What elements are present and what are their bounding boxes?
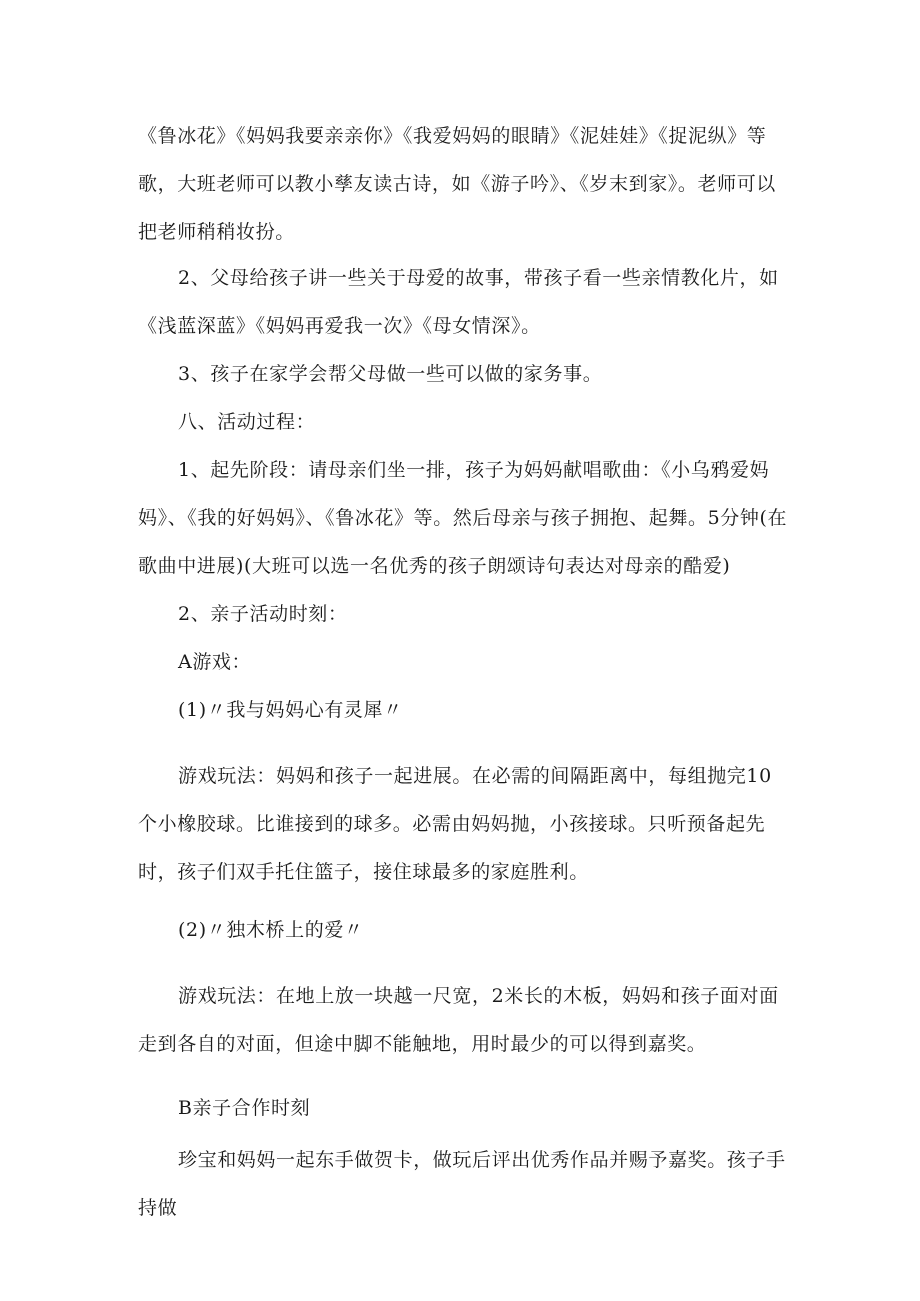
game-1-rules: 游戏玩法：妈妈和孩子一起进展。在必需的间隔距离中，每组抛完10个小橡胶球。比谁接到的球多。必需由妈妈抛，小孩接球。只听预备起先时，孩子们双手托住篮子，接住球最多的家庭胜利。 bbox=[138, 765, 772, 883]
subheading-cooperation-b: B亲子合作时刻 bbox=[178, 1097, 311, 1119]
game-2-title: (2)〃独木桥上的爱〃 bbox=[178, 919, 364, 941]
paragraph-item-2: 2、父母给孩子讲一些关于母爱的故事，带孩子看一些亲情教化片，如《浅蓝深蓝》《妈妈再爱我一次》《母女情深》。 bbox=[138, 267, 779, 337]
paragraph-song-list: 《鲁冰花》《妈妈我要亲亲你》《我爱妈妈的眼睛》《泥娃娃》《捉泥纵》等歌，大班老师可以教小孳友读古诗，如《游子吟》、《岁末到家》。老师可以把老师稍稍妆扮。 bbox=[138, 125, 776, 243]
paragraph-card-making: 珍宝和妈妈一起东手做贺卡，做玩后评出优秀作品并赐予嘉奖。孩子手持做 bbox=[138, 1149, 786, 1219]
game-2-rules: 游戏玩法：在地上放一块越一尺宽，2米长的木板，妈妈和孩子面对面走到各自的对面，但途中脚不能触地，用时最少的可以得到嘉奖。 bbox=[138, 985, 779, 1055]
paragraph-stage-2: 2、亲子活动时刻： bbox=[178, 603, 348, 625]
paragraph-item-3: 3、孩子在家学会帮父母做一些可以做的家务事。 bbox=[178, 363, 603, 385]
section-heading-activity-process: 八、活动过程： bbox=[178, 411, 316, 433]
subheading-game-a: A游戏： bbox=[178, 651, 252, 673]
game-1-title: (1)〃我与妈妈心有灵犀〃 bbox=[178, 699, 403, 721]
paragraph-stage-1: 1、起先阶段：请母亲们坐一排，孩子为妈妈献唱歌曲：《小乌鸦爱妈妈》、《我的好妈妈》、《鲁冰花》等。然后母亲与孩子拥抱、起舞。5分钟(在歌曲中进展)(大班可以选一名优秀的孩子朗颂诗句表达对母亲的酷爱) bbox=[138, 459, 788, 577]
